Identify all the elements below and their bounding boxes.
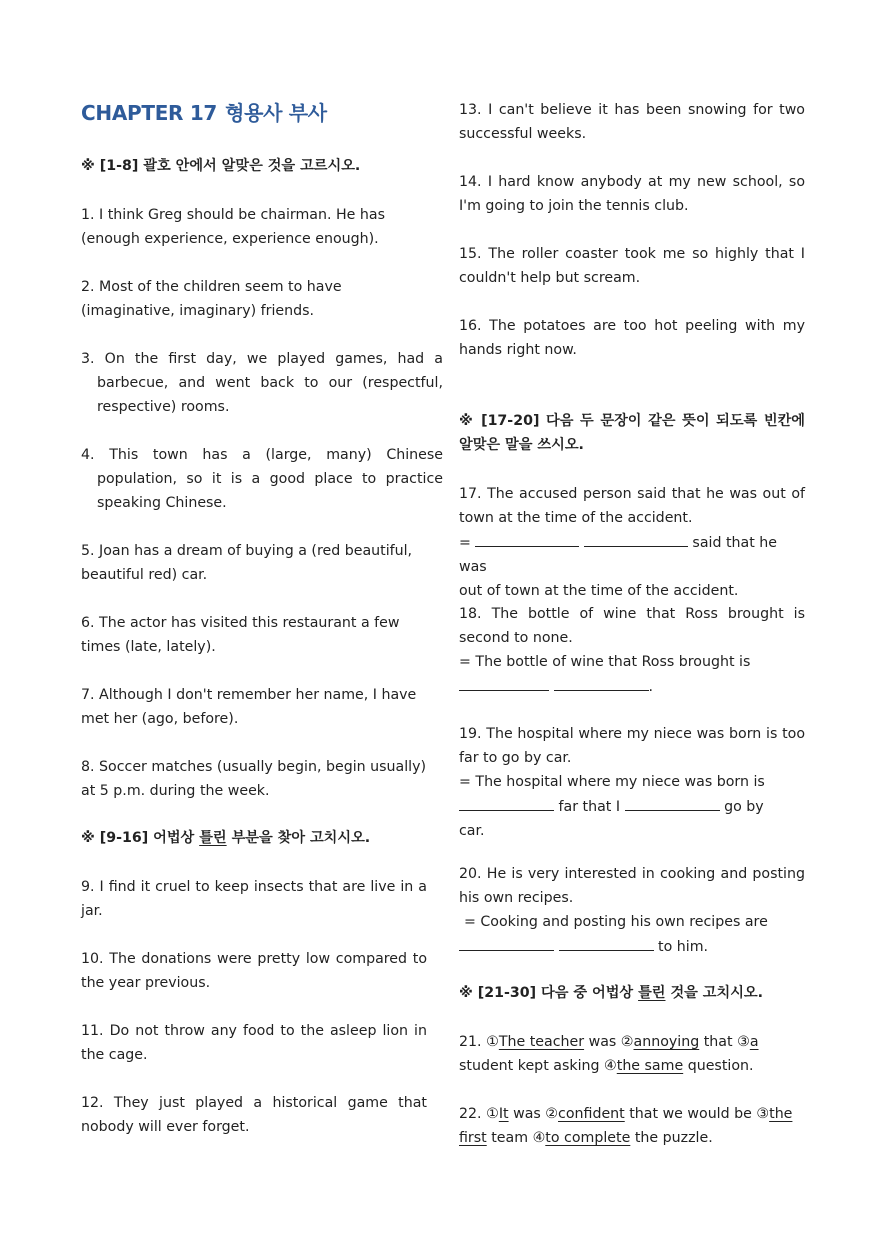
chapter-title [81,97,327,126]
question-8-line-1: 8. Soccer matches (usually begin, begin usually) [81,759,427,775]
sentence-text: that we would be [624,1106,757,1122]
answer-blank[interactable] [584,530,688,547]
question-21-line-2 [459,1054,805,1078]
question-16: 16. The potatoes are too hot peeling with my hands right now. [459,318,805,358]
question-21-line-1 [459,1030,805,1054]
choice-underline: a [749,1034,759,1050]
question-5-line-2: beautiful red) car. [81,567,208,583]
question-1 [81,203,443,251]
choice-marker: ② [545,1106,559,1122]
choice-marker: ③ [737,1034,750,1050]
question-18-rewrite: = The bottle of wine that Ross brought is [459,654,751,670]
choice-marker: ① [486,1106,499,1122]
question-5 [81,539,443,587]
question-22-line-2 [459,1126,805,1150]
question-17-rewrite [459,530,805,579]
question-17-sentence: 17. The accused person said that he was out of town at the time of the accident. [459,486,805,526]
choice-underline: It [498,1106,509,1122]
question-2-line-2: (imaginative, imaginary) friends. [81,303,315,319]
question-5-line-1: 5. Joan has a dream of buying a (red beautiful, [81,543,413,559]
section-2-header-post: 부분을 찾아 고치시오. [226,830,371,846]
question-18-blanks [459,674,805,699]
question-number: 22. [459,1106,482,1122]
sentence-text: team [486,1130,533,1146]
question-6-line-1: 6. The actor has visited this restaurant a few [81,615,400,631]
answer-blank[interactable] [554,674,649,691]
section-2-header [81,826,427,850]
answer-blank[interactable] [459,674,549,691]
question-19-rewrite: = The hospital where my niece was born is [459,774,765,790]
question-7-line-1: 7. Although I don't remember her name, I have [81,687,417,703]
question-20-rewrite: = Cooking and posting his own recipes are [464,914,768,930]
choice-underline: annoying [633,1034,700,1050]
section-4-header-pre: ※ [21-30] 다음 중 어법상 [459,985,639,1001]
answer-blank[interactable] [625,794,720,811]
question-10: 10. The donations were pretty low compared to the year previous. [81,951,427,991]
sentence-text: was [508,1106,546,1122]
question-22-line-1 [459,1102,805,1126]
period: . [648,679,654,695]
choice-underline: first [459,1130,487,1146]
question-7-line-2: met her (ago, before). [81,711,239,727]
choice-marker: ③ [756,1106,770,1122]
question-19-blanks [459,794,805,819]
question-19-mid-text-2: go by [719,799,764,815]
question-19-end: car. [459,823,485,839]
sentence-text: the puzzle. [630,1130,713,1146]
question-19-mid-text: far that I [554,799,625,815]
question-4: 4. This town has a (large, many) Chinese population, so it is a good place to practice speaking Chinese. [81,447,443,511]
choice-marker: ① [486,1034,499,1050]
chapter-korean-title: 형용사 부사 [225,101,327,125]
question-12: 12. They just played a historical game that nobody will ever forget. [81,1095,427,1135]
answer-blank[interactable] [459,794,554,811]
question-14: 14. I hard know anybody at my new school, so I'm going to join the tennis club. [459,174,805,214]
question-13: 13. I can't believe it has been snowing for two successful weeks. [459,102,805,142]
question-20-blanks [459,934,805,959]
question-8 [81,755,443,803]
choice-underline: to complete [545,1130,631,1146]
question-6-line-2: times (late, lately). [81,639,216,655]
question-3: 3. On the first day, we played games, had a barbecue, and went back to our (respectful, respective) rooms. [81,351,443,415]
answer-blank[interactable] [459,934,554,951]
section-4-header [459,981,805,1005]
section-2-header-underlined: 틀린 [199,830,227,846]
choice-underline: confident [558,1106,625,1122]
section-2-header-pre: ※ [9-16] 어법상 [81,830,200,846]
section-1-header: ※ [1-8] 괄호 안에서 알맞은 것을 고르시오. [81,158,361,174]
question-19 [459,722,805,843]
sentence-text: student kept asking [459,1058,605,1074]
question-1-line-1: 1. I think Greg should be chairman. He has [81,207,385,223]
question-20 [459,862,805,959]
section-4-header-post: 것을 고치시오. [665,985,763,1001]
sentence-text: question. [683,1058,754,1074]
choice-underline: The teacher [498,1034,585,1050]
question-21 [459,1030,805,1078]
choice-underline: the same [616,1058,684,1074]
answer-blank[interactable] [559,934,654,951]
sentence-text: that [699,1034,738,1050]
question-9: 9. I find it cruel to keep insects that are live in a jar. [81,879,427,919]
question-22 [459,1102,805,1150]
question-11: 11. Do not throw any food to the asleep lion in the cage. [81,1023,427,1063]
question-20-end: to him. [653,939,709,955]
choice-marker: ② [620,1034,634,1050]
sentence-text: was [584,1034,621,1050]
question-17 [459,482,805,603]
question-20-sentence: 20. He is very interested in cooking and posting his own recipes. [459,866,805,906]
equals-sign: = [459,535,471,551]
question-18-sentence: 18. The bottle of wine that Ross brought is second to none. [459,606,805,646]
choice-underline: the [769,1106,793,1122]
section-3-header: ※ [17-20] 다음 두 문장이 같은 뜻이 되도록 빈칸에 알맞은 말을 쓰시오. [459,413,805,453]
question-17-rewrite-line-2: out of town at the time of the accident. [459,583,739,599]
section-4-header-underlined: 틀린 [638,985,666,1001]
question-15: 15. The roller coaster took me so highly that I couldn't help but scream. [459,246,805,286]
question-2 [81,275,443,323]
chapter-label: CHAPTER 17 [81,101,218,125]
question-17-rewrite-text: said that he was [459,535,778,575]
choice-marker: ④ [532,1130,546,1146]
question-6 [81,611,443,659]
question-1-line-2: (enough experience, experience enough). [81,231,379,247]
question-7 [81,683,443,731]
choice-marker: ④ [604,1058,617,1074]
question-2-line-1: 2. Most of the children seem to have [81,279,342,295]
question-8-line-2: at 5 p.m. during the week. [81,783,270,799]
answer-blank[interactable] [475,530,579,547]
question-number: 21. [459,1034,482,1050]
question-19-sentence: 19. The hospital where my niece was born is too far to go by car. [459,726,805,766]
question-18 [459,602,805,699]
